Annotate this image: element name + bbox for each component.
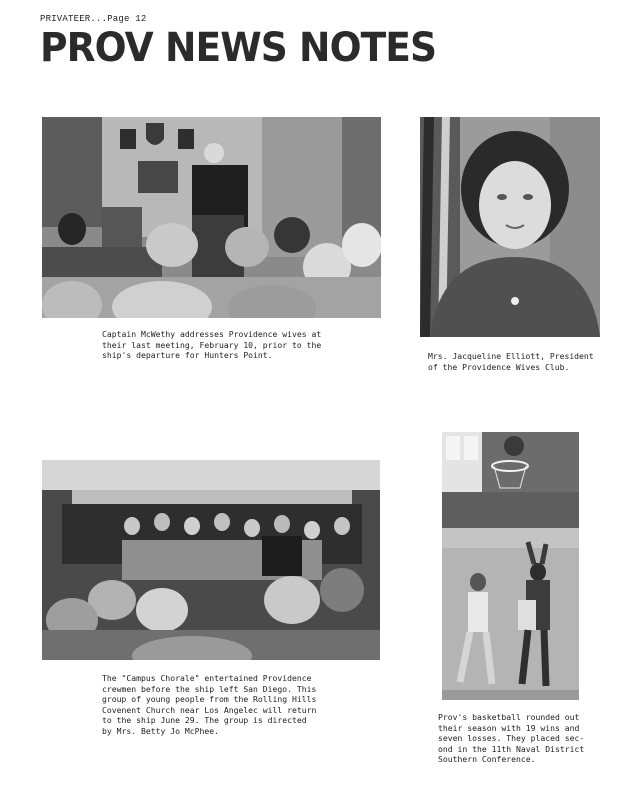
caption-line: seven losses. They placed sec- bbox=[438, 733, 585, 744]
photo-campus-chorale bbox=[42, 460, 380, 660]
running-head: PRIVATEER...Page 12 bbox=[40, 14, 147, 24]
photo-portrait-president bbox=[420, 117, 600, 337]
caption-line: ship's departure for Hunters Point. bbox=[102, 350, 273, 361]
caption-basketball bbox=[438, 712, 618, 765]
caption-line: Southern Conference. bbox=[438, 754, 536, 765]
caption-line: Mrs. Jacqueline Elliott, President bbox=[428, 351, 594, 361]
caption-line: The "Campus Chorale" entertained Providence bbox=[102, 673, 312, 683]
caption-line: their season with 19 wins and bbox=[438, 722, 580, 733]
caption-line: crewmen before the ship left San Diego. This bbox=[102, 683, 317, 694]
caption-line: to the ship June 29. The group is directed bbox=[102, 715, 307, 726]
caption-line: Prov's basketball rounded out bbox=[438, 712, 580, 722]
caption-line: by Mrs. Betty Jo McPhee. bbox=[102, 725, 219, 736]
photo-basketball bbox=[442, 432, 579, 700]
caption-line: of the Providence Wives Club. bbox=[428, 361, 570, 372]
page-title: PROV NEWS NOTES bbox=[40, 25, 437, 71]
caption-campus-chorale bbox=[102, 673, 352, 737]
caption-line: group of young people from the Rolling Hills bbox=[102, 694, 317, 705]
caption-portrait-president bbox=[428, 351, 608, 372]
caption-line: Captain McWethy addresses Providence wives at bbox=[102, 329, 322, 339]
photo-captain-meeting bbox=[42, 117, 381, 318]
caption-line: ond in the 11th Naval District bbox=[438, 743, 585, 754]
caption-line: their last meeting, February 10, prior to the bbox=[102, 339, 322, 350]
caption-line: Covenent Church near Los Angelec will return bbox=[102, 704, 317, 715]
caption-captain-meeting bbox=[102, 329, 342, 361]
